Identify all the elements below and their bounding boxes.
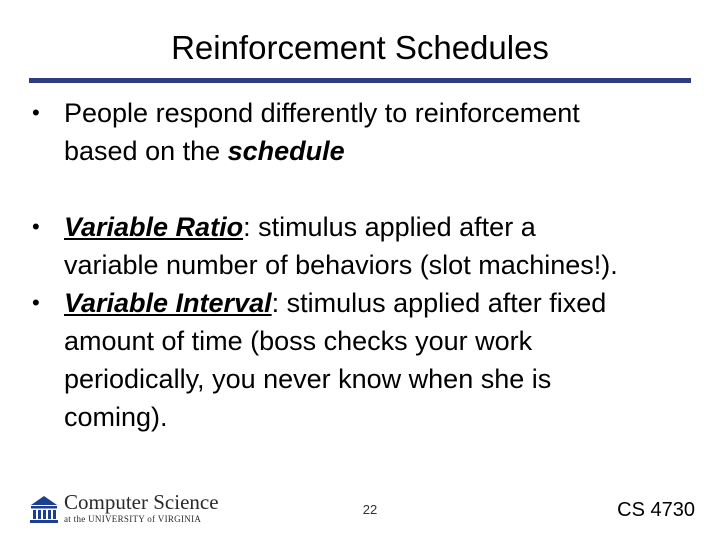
bullet-3-text: : stimulus applied after fixed [271, 288, 607, 318]
bullet-2-line-2: variable number of behaviors (slot machines!). [64, 250, 618, 280]
bullet-2-line-1 [64, 208, 700, 246]
bullet-item-1 [30, 94, 700, 170]
logo-wordmark: Computer Science [64, 490, 219, 514]
bullet-1-text: based on the [64, 136, 228, 166]
rotunda-logo-icon [28, 492, 60, 524]
bullet-3-line-1 [64, 284, 700, 322]
bullet-3-line-2: amount of time (boss checks your work [64, 326, 533, 356]
page-number: 22 [362, 502, 378, 517]
bullet-3-line-4: coming). [64, 402, 168, 432]
slide-body [30, 94, 700, 436]
bullet-3-line-3: periodically, you never know when she is [64, 364, 552, 394]
bullet-1-line-1: People respond differently to reinforcement [64, 98, 580, 128]
bullet-item-2 [30, 208, 700, 284]
variable-interval-term: Variable Interval [64, 288, 272, 318]
bullet-marker: • [32, 100, 40, 125]
bullet-1-line-2 [64, 132, 700, 170]
bullet-marker: • [32, 214, 40, 239]
logo-subtitle: at the UNIVERSITY of VIRGINIA [64, 514, 202, 524]
bullet-spacer [30, 170, 700, 208]
title-divider [29, 78, 691, 83]
variable-ratio-term: Variable Ratio [64, 212, 244, 242]
schedule-emphasis: schedule [227, 136, 345, 166]
bullet-2-text: : stimulus applied after a [243, 212, 536, 242]
department-logo [28, 492, 228, 526]
bullet-marker: • [32, 290, 40, 315]
course-code: CS 4730 [617, 499, 695, 521]
slide-title: Reinforcement Schedules [171, 29, 549, 66]
bullet-item-3 [30, 284, 700, 436]
